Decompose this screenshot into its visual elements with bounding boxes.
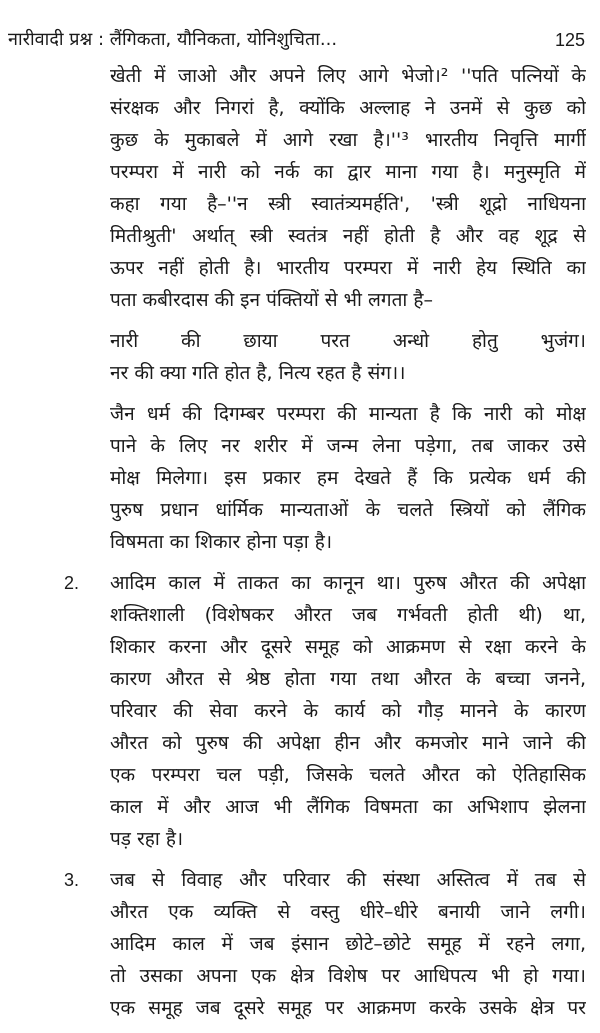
text-line: मोक्ष मिलेगा। इस प्रकार हम देखते हैं कि प्रत्येक धर्म की <box>110 467 586 489</box>
text-line: काल में और आज भी लैंगिक विषमता का अभिशाप झेलना <box>110 796 586 818</box>
running-header <box>8 24 585 56</box>
text-line: पड़ रहा है। <box>110 828 184 850</box>
text-line: विषमता का शिकार होना पड़ा है। <box>110 531 333 553</box>
text-line: मितीश्रुती' अर्थात् स्त्री स्वतंत्र नहीं होती है और वह शूद्र से <box>110 225 586 247</box>
text-line: एक समूह जब दूसरे समूह पर आक्रमण करके उसके क्षेत्र पर <box>110 997 586 1019</box>
text-line: जैन धर्म की दिगम्बर परम्परा की मान्यता है कि नारी को मोक्ष <box>110 403 586 425</box>
text-line: नर की क्या गति होत है, नित्य रहत है संग।। <box>110 362 406 384</box>
chapter-title: नारीवादी प्रश्न : लैंगिकता, यौनिकता, योनिशुचिता... <box>8 29 338 50</box>
text-line: एक परम्परा चल पड़ी, जिसके चलते औरत को ऐतिहासिक <box>110 764 586 786</box>
text-line: जब से विवाह और परिवार की संस्था अस्तित्व में तब से <box>110 869 586 891</box>
text-line: खेती में जाओ और अपने लिए आगे भेजो।² ''पति पत्नियों के <box>110 65 586 87</box>
text-line: तो उसका अपना एक क्षेत्र विशेष पर आधिपत्य भी हो गया। <box>110 965 586 987</box>
text-line: परिवार की सेवा करने के कार्य को गौड़ मानने के कारण <box>110 700 586 722</box>
item-number: 3. <box>64 870 80 890</box>
text-line: कहा गया है–''न स्त्री स्वातंत्र्यमर्हति', 'स्त्री शूद्रो नाधियना <box>110 193 586 215</box>
page-number: 125 <box>554 30 585 50</box>
text-line: कुछ के मुकाबले में आगे रखा है।''³ भारतीय निवृत्ति मार्गी <box>110 129 586 151</box>
text-line: परम्परा में नारी को नर्क का द्वार माना गया है। मनुस्मृति में <box>110 161 586 183</box>
text-line: शक्तिशाली (विशेषकर औरत जब गर्भवती होती थी) था, <box>110 604 586 626</box>
text-line: पुरुष प्रधान धांर्मिक मान्यताओं के चलते स्त्रियों को लैंगिक <box>110 499 586 521</box>
text-line: नारी की छाया परत अन्धो होतु भुजंग। <box>110 330 586 352</box>
numbered-item <box>64 567 586 855</box>
text-line: संरक्षक और निगरां है, क्योंकि अल्लाह ने उनमें से कुछ को <box>110 97 586 119</box>
paragraph <box>110 398 586 558</box>
item-number: 2. <box>64 573 80 593</box>
numbered-item <box>64 864 586 1024</box>
text-line: औरत एक व्यक्ति से वस्तु धीरे–धीरे बनायी जाने लगी। <box>110 901 586 923</box>
text-line: पाने के लिए नर शरीर में जन्म लेना पड़ेगा, तब जाकर उसे <box>110 435 586 457</box>
text-line: ऊपर नहीं होती है। भारतीय परम्परा में नारी हेय स्थिति का <box>110 257 586 279</box>
text-line: आदिम काल में जब इंसान छोटे–छोटे समूह में रहने लगा, <box>110 933 586 955</box>
text-line: शिकार करना और दूसरे समूह को आक्रमण से रक्षा करने के <box>110 636 586 658</box>
text-line: औरत को पुरुष की अपेक्षा हीन और कमजोर माने जाने की <box>110 732 586 754</box>
paragraph <box>110 60 586 316</box>
paragraph <box>110 325 586 389</box>
page-body <box>64 60 586 1033</box>
text-line: कारण औरत से श्रेष्ठ होता गया तथा औरत के बच्चा जनने, <box>110 668 586 690</box>
text-line: आदिम काल में ताकत का कानून था। पुरुष औरत की अपेक्षा <box>110 572 586 594</box>
text-line: पता कबीरदास की इन पंक्तियों से भी लगता है– <box>110 289 433 311</box>
